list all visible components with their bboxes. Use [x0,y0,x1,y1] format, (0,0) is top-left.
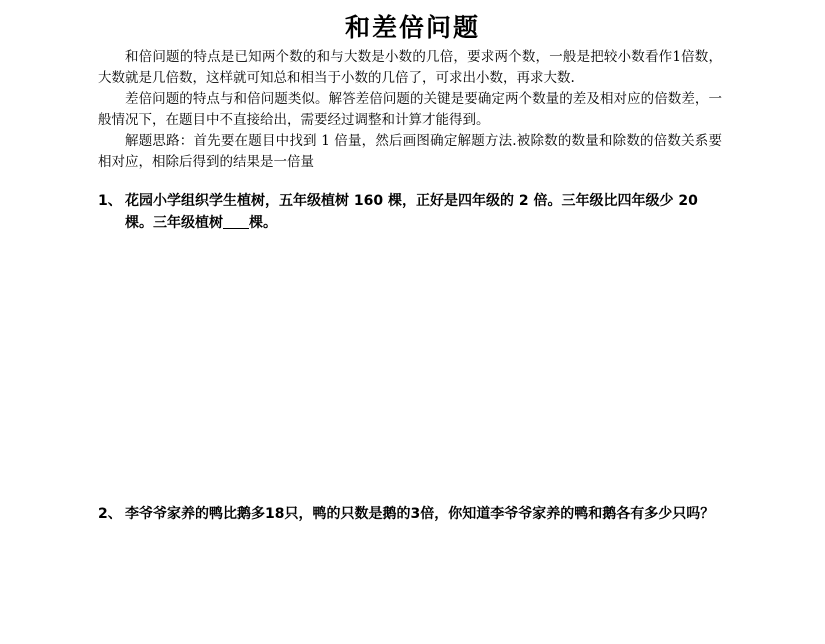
intro-paragraph-difference-multiple: 差倍问题的特点与和倍问题类似。解答差倍问题的关键是要确定两个数量的差及相对应的倍数差，一般情况下，在题目中不直接给出，需要经过调整和计算才能得到。 [98,91,722,128]
question-1 [98,190,722,234]
question-1-answer-blank [223,214,249,229]
page-title: 和差倍问题 [344,13,480,42]
question-2-number: 2、 [98,506,122,522]
question-1-text-end: 棵。 [249,215,277,231]
question-2 [98,503,722,525]
intro-paragraph-solution-approach: 解题思路：首先要在题目中找到 1 倍量，然后画图确定解题方法.被除数的数量和除数的倍数关系要相对应，相除后得到的结果是一倍量 [98,133,722,170]
question-2-text: 李爷爷家养的鸭比鹅多18只，鸭的只数是鹅的3倍，你知道李爷爷家养的鸭和鹅各有多少只吗？ [125,506,715,522]
intro-paragraph-sum-multiple: 和倍问题的特点是已知两个数的和与大数是小数的几倍，要求两个数，一般是把较小数看作1倍数，大数就是几倍数，这样就可知总和相当于小数的几倍了，可求出小数，再求大数. [98,49,722,86]
intro-section [98,47,722,173]
question-1-text: 花园小学组织学生植树，五年级植树 160 棵，正好是四年级的 2 倍。三年级比四年级少 20 棵。三年级植树 [125,193,698,231]
question-1-number: 1、 [98,193,122,209]
